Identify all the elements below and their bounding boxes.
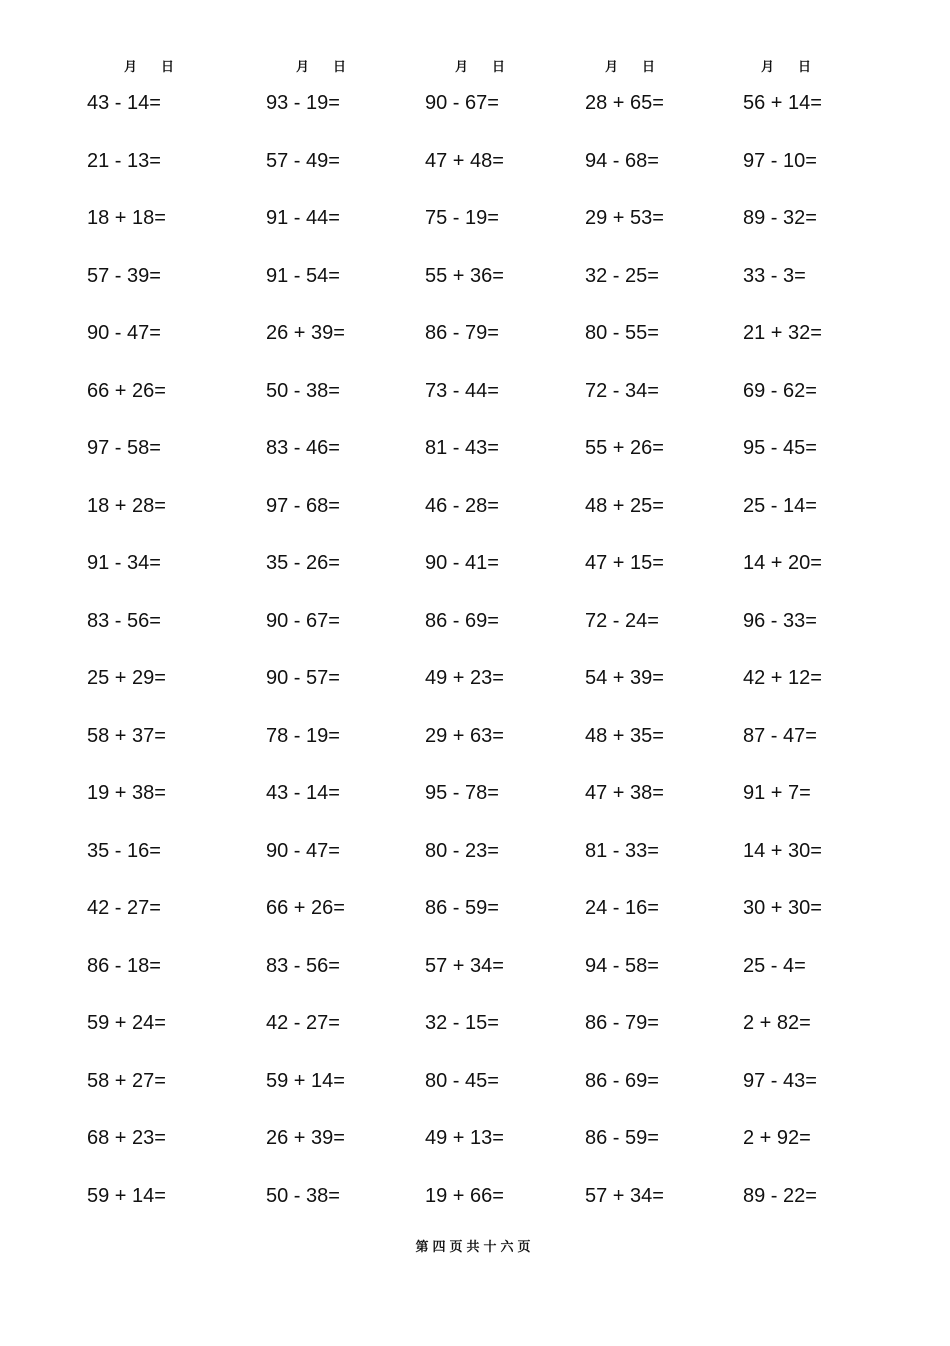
math-problem: 95 - 78= bbox=[425, 782, 499, 804]
math-problem: 83 - 56= bbox=[87, 609, 161, 632]
math-problem: 78 - 19= bbox=[266, 724, 340, 747]
math-problem: 66 + 26= bbox=[266, 897, 345, 919]
math-problem: 25 + 29= bbox=[87, 667, 166, 689]
math-problem: 86 - 18= bbox=[87, 954, 161, 977]
math-problem: 80 - 23= bbox=[425, 839, 499, 862]
month-label: 月 bbox=[124, 60, 138, 75]
math-problem: 91 - 54= bbox=[266, 264, 340, 287]
math-problem: 21 + 32= bbox=[743, 322, 822, 344]
math-problem: 72 - 24= bbox=[585, 609, 659, 632]
month-label: 月 bbox=[296, 60, 310, 75]
math-problem: 14 + 20= bbox=[743, 552, 822, 574]
math-problem: 95 - 45= bbox=[743, 437, 817, 459]
day-label: 日 bbox=[798, 60, 812, 75]
month-label: 月 bbox=[605, 60, 619, 75]
math-problem: 2 + 82= bbox=[743, 1012, 811, 1034]
math-problem: 48 + 35= bbox=[585, 724, 664, 747]
math-problem: 91 + 7= bbox=[743, 782, 811, 804]
math-problem: 30 + 30= bbox=[743, 897, 822, 919]
month-label: 月 bbox=[455, 60, 469, 75]
math-problem: 32 - 25= bbox=[585, 264, 659, 287]
math-problem: 50 - 38= bbox=[266, 1184, 340, 1207]
problem-list bbox=[585, 89, 664, 1239]
math-problem: 25 - 14= bbox=[743, 494, 817, 517]
math-problem: 18 + 28= bbox=[87, 494, 166, 517]
math-problem: 81 - 33= bbox=[585, 839, 659, 862]
math-problem: 80 - 55= bbox=[585, 322, 659, 344]
math-problem: 97 - 10= bbox=[743, 149, 817, 172]
date-header bbox=[124, 56, 174, 75]
math-problem: 90 - 41= bbox=[425, 552, 499, 574]
math-problem: 28 + 65= bbox=[585, 92, 664, 114]
math-problem: 14 + 30= bbox=[743, 839, 822, 862]
math-problem: 75 - 19= bbox=[425, 207, 499, 229]
math-problem: 94 - 58= bbox=[585, 954, 659, 977]
date-header bbox=[761, 56, 811, 75]
math-problem: 29 + 63= bbox=[425, 724, 504, 747]
math-problem: 86 - 69= bbox=[585, 1069, 659, 1092]
math-problem: 86 - 79= bbox=[585, 1012, 659, 1034]
math-problem: 72 - 34= bbox=[585, 379, 659, 402]
math-problem: 2 + 92= bbox=[743, 1127, 811, 1149]
math-problem: 47 + 15= bbox=[585, 552, 664, 574]
problem-list bbox=[425, 89, 504, 1239]
math-problem: 81 - 43= bbox=[425, 437, 499, 459]
math-problem: 97 - 43= bbox=[743, 1069, 817, 1092]
math-problem: 42 - 27= bbox=[266, 1012, 340, 1034]
math-problem: 18 + 18= bbox=[87, 207, 166, 229]
day-label: 日 bbox=[161, 60, 175, 75]
page-footer: 第四页共十六页 bbox=[415, 1240, 535, 1255]
math-problem: 47 + 48= bbox=[425, 149, 504, 172]
math-problem: 97 - 68= bbox=[266, 494, 340, 517]
math-problem: 55 + 26= bbox=[585, 437, 664, 459]
math-problem: 54 + 39= bbox=[585, 667, 664, 689]
month-label: 月 bbox=[761, 60, 775, 75]
math-problem: 93 - 19= bbox=[266, 92, 340, 114]
math-problem: 57 + 34= bbox=[585, 1184, 664, 1207]
math-problem: 33 - 3= bbox=[743, 264, 806, 287]
math-problem: 59 + 14= bbox=[87, 1184, 166, 1207]
math-problem: 87 - 47= bbox=[743, 724, 817, 747]
math-problem: 43 - 14= bbox=[87, 92, 161, 114]
math-problem: 35 - 26= bbox=[266, 552, 340, 574]
math-problem: 89 - 32= bbox=[743, 207, 817, 229]
math-problem: 90 - 67= bbox=[425, 92, 499, 114]
math-problem: 49 + 23= bbox=[425, 667, 504, 689]
math-problem: 32 - 15= bbox=[425, 1012, 499, 1034]
problem-list bbox=[743, 89, 822, 1239]
day-label: 日 bbox=[492, 60, 506, 75]
math-problem: 94 - 68= bbox=[585, 149, 659, 172]
day-label: 日 bbox=[642, 60, 656, 75]
math-problem: 35 - 16= bbox=[87, 839, 161, 862]
math-problem: 90 - 67= bbox=[266, 609, 340, 632]
math-problem: 83 - 46= bbox=[266, 437, 340, 459]
math-problem: 21 - 13= bbox=[87, 149, 161, 172]
math-problem: 86 - 59= bbox=[425, 897, 499, 919]
problem-list bbox=[266, 89, 345, 1239]
math-problem: 42 + 12= bbox=[743, 667, 822, 689]
date-header bbox=[296, 56, 346, 75]
math-problem: 46 - 28= bbox=[425, 494, 499, 517]
math-problem: 26 + 39= bbox=[266, 1127, 345, 1149]
date-header bbox=[605, 56, 655, 75]
math-problem: 89 - 22= bbox=[743, 1184, 817, 1207]
math-problem: 86 - 79= bbox=[425, 322, 499, 344]
problem-list bbox=[87, 89, 166, 1239]
math-problem: 66 + 26= bbox=[87, 379, 166, 402]
math-problem: 49 + 13= bbox=[425, 1127, 504, 1149]
math-problem: 90 - 57= bbox=[266, 667, 340, 689]
math-problem: 86 - 69= bbox=[425, 609, 499, 632]
math-problem: 50 - 38= bbox=[266, 379, 340, 402]
date-header bbox=[455, 56, 505, 75]
math-problem: 58 + 27= bbox=[87, 1069, 166, 1092]
math-problem: 56 + 14= bbox=[743, 92, 822, 114]
math-problem: 43 - 14= bbox=[266, 782, 340, 804]
math-problem: 73 - 44= bbox=[425, 379, 499, 402]
math-problem: 90 - 47= bbox=[266, 839, 340, 862]
day-label: 日 bbox=[333, 60, 347, 75]
math-problem: 25 - 4= bbox=[743, 954, 806, 977]
math-problem: 58 + 37= bbox=[87, 724, 166, 747]
math-problem: 83 - 56= bbox=[266, 954, 340, 977]
math-problem: 48 + 25= bbox=[585, 494, 664, 517]
math-problem: 96 - 33= bbox=[743, 609, 817, 632]
math-problem: 29 + 53= bbox=[585, 207, 664, 229]
math-problem: 86 - 59= bbox=[585, 1127, 659, 1149]
math-problem: 26 + 39= bbox=[266, 322, 345, 344]
math-problem: 97 - 58= bbox=[87, 437, 161, 459]
math-problem: 55 + 36= bbox=[425, 264, 504, 287]
math-problem: 24 - 16= bbox=[585, 897, 659, 919]
math-problem: 57 + 34= bbox=[425, 954, 504, 977]
math-problem: 59 + 24= bbox=[87, 1012, 166, 1034]
math-problem: 90 - 47= bbox=[87, 322, 161, 344]
math-problem: 57 - 49= bbox=[266, 149, 340, 172]
math-problem: 68 + 23= bbox=[87, 1127, 166, 1149]
math-problem: 59 + 14= bbox=[266, 1069, 345, 1092]
math-problem: 91 - 44= bbox=[266, 207, 340, 229]
math-problem: 19 + 66= bbox=[425, 1184, 504, 1207]
math-problem: 91 - 34= bbox=[87, 552, 161, 574]
math-problem: 47 + 38= bbox=[585, 782, 664, 804]
math-problem: 42 - 27= bbox=[87, 897, 161, 919]
math-problem: 57 - 39= bbox=[87, 264, 161, 287]
math-problem: 80 - 45= bbox=[425, 1069, 499, 1092]
math-problem: 19 + 38= bbox=[87, 782, 166, 804]
math-problem: 69 - 62= bbox=[743, 379, 817, 402]
